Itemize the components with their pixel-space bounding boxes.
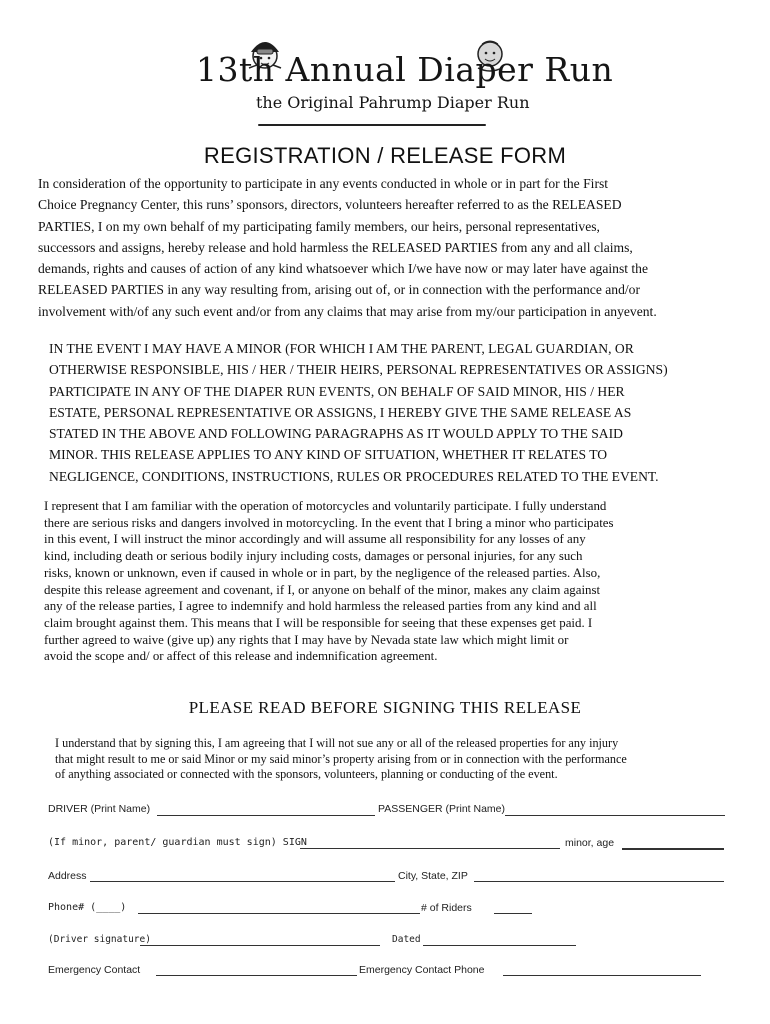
emergency-phone-field[interactable] bbox=[503, 975, 701, 976]
minor-age-field[interactable] bbox=[622, 848, 724, 850]
emergency-contact-field[interactable] bbox=[156, 975, 357, 976]
form-title: REGISTRATION / RELEASE FORM bbox=[203, 143, 567, 168]
riders-count-field[interactable] bbox=[494, 913, 532, 914]
emergency-contact-label: Emergency Contact bbox=[48, 964, 141, 976]
driver-signature-field[interactable] bbox=[140, 945, 380, 946]
dated-label: Dated bbox=[392, 934, 421, 945]
title-underline bbox=[258, 124, 486, 126]
page-header bbox=[0, 0, 770, 140]
consideration-paragraph: In consideration of the opportunity to participate in any events conducted in whole or in part for the First Choice Pregnancy Center, this runs’ sponsors, directors, volunteers hereafter referred to as the RELEASED PARTIES, I on my own behalf of my participating family members, our heirs, personal representatives, successors and assigns, hereby release and hold harmless the RELEASED PARTIES from any and all claims, demands, rights and causes of action of any kind whatsoever which I/we have now or may later have against the RELEASED PARTIES in any way resulting from, arising out of, or in connection with the performance and/or involvement with/of any such event and/or from any claims that may arise from my/our participation in anyevent. bbox=[38, 176, 657, 319]
dated-field[interactable] bbox=[423, 945, 576, 946]
event-subtitle: the Original Pahrump Diaper Run bbox=[256, 93, 530, 112]
event-title: 13th Annual Diaper Run bbox=[196, 50, 614, 89]
risk-representation-paragraph: I represent that I am familiar with the operation of motorcycles and voluntarily participate. I fully understand there are serious risks and dangers involved in motorcycling. In the event that I bring a minor who participates in this event, I will instruct the minor accordingly and will assume all responsibility for any losses of any kind, including death or serious bodily injury including costs, damages or personal injuries, for any such risks, known or unknown, even if caused in whole or in part, by the negligence of the released parties. Also, despite this release agreement and covenant, if I, or anyone on behalf of the minor, makes any claim against any of the release parties, I agree to indemnify and hold harmless the released parties from any kind and all claim brought against them. This means that I will be responsible for seeing that these expenses get paid. I further agreed to waive (give up) any rights that I may have by Nevada state law which might limit or avoid the scope and/ or affect of this release and indemnification agreement. bbox=[44, 499, 614, 664]
city-label: City, State, ZIP bbox=[398, 870, 468, 882]
driver-name-field[interactable] bbox=[157, 815, 375, 816]
minor-age-label: minor, age bbox=[565, 837, 615, 849]
phone-label: Phone# (____) bbox=[48, 902, 127, 913]
please-read-heading: PLEASE READ BEFORE SIGNING THIS RELEASE bbox=[188, 698, 582, 717]
driver-label: DRIVER (Print Name) bbox=[48, 803, 151, 815]
address-field[interactable] bbox=[90, 881, 395, 882]
city-state-zip-field[interactable] bbox=[474, 881, 724, 882]
passenger-name-field[interactable] bbox=[505, 815, 725, 816]
guardian-signature-field[interactable] bbox=[300, 848, 560, 849]
minor-sign-label: (If minor, parent/ guardian must sign) SIGN bbox=[48, 837, 307, 848]
emergency-phone-label: Emergency Contact Phone bbox=[359, 964, 485, 976]
passenger-label: PASSENGER (Print Name) bbox=[378, 803, 505, 815]
minor-release-paragraph: IN THE EVENT I MAY HAVE A MINOR (FOR WHICH I AM THE PARENT, LEGAL GUARDIAN, OR OTHERWISE RESPONSIBLE, HIS / HER / THEIR HEIRS, PERSONAL REPRESENTATIVES OR ASSIGNS) PARTICIPATE IN ANY OF THE DIAPER RUN EVENTS, ON BEHALF OF SAID MINOR, HIS / HER ESTATE, PERSONAL REPRESENTATIVE OR ASSIGNS, I HEREBY GIVE THE SAME RELEASE AS STATED IN THE ABOVE AND FOLLOWING PARAGRAPHS AS IT WOULD APPLY TO THE SAID MINOR. THIS RELEASE APPLIES TO ANY KIND OF SITUATION, WHETHER IT RELATES TO NEGLIGENCE, CONDITIONS, INSTRUCTIONS, RULES OR PROCEDURES RELATED TO THE EVENT. bbox=[49, 341, 668, 484]
riders-label: # of Riders bbox=[421, 902, 472, 914]
address-label: Address bbox=[48, 870, 87, 882]
driver-signature-label: (Driver signature) bbox=[48, 934, 151, 945]
understanding-paragraph: I understand that by signing this, I am agreeing that I will not sue any or all of the released properties for any injury that might result to me or said Minor or my said minor’s property arising from or in connection with the performance of anything associated or connected with the sponsors, volunteers, planning or conducting of the event. bbox=[55, 736, 627, 782]
phone-field[interactable] bbox=[138, 913, 420, 914]
